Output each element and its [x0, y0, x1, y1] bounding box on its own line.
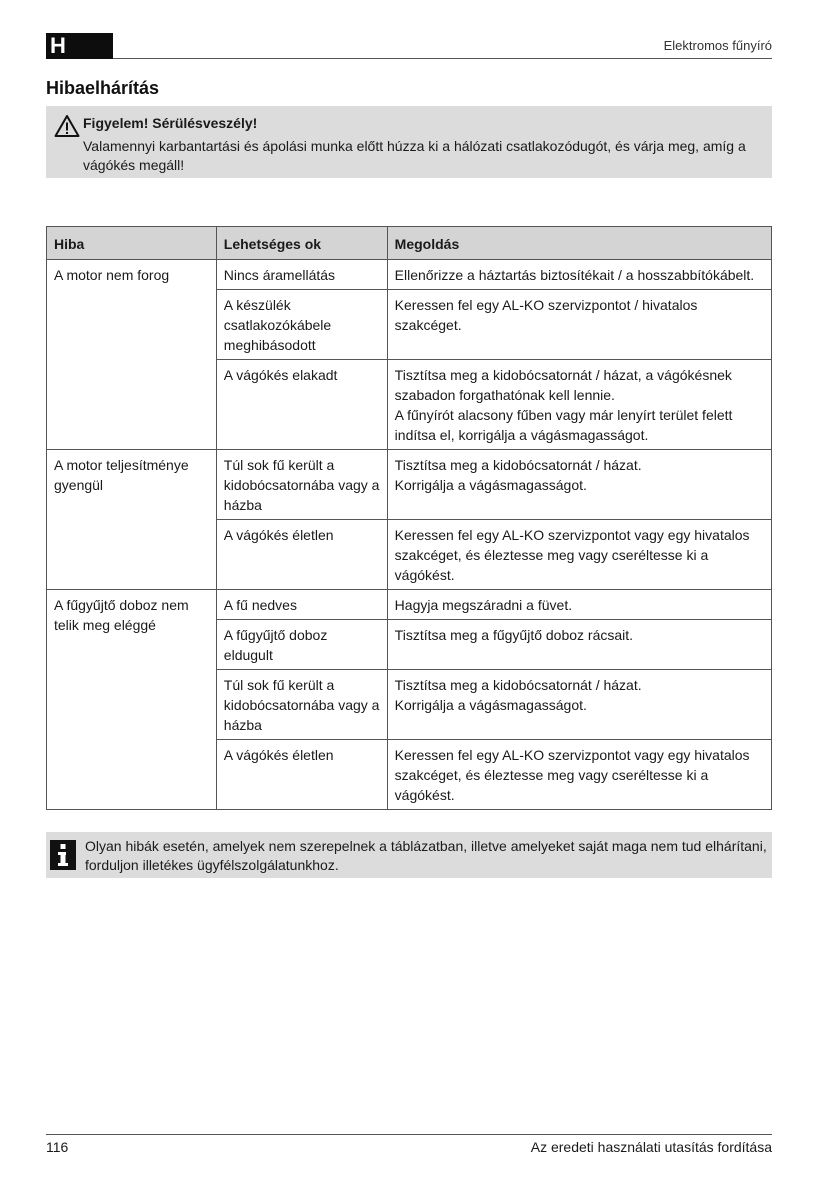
- footer-text: Az eredeti használati utasítás fordítása: [530, 1139, 772, 1155]
- cause-cell: A vágókés életlen: [216, 520, 387, 590]
- info-icon: [50, 840, 76, 870]
- solution-cell: Tisztítsa meg a kidobócsatornát / házat. Korrigálja a vágásmagasságot.: [387, 450, 771, 520]
- product-title: Elektromos fűnyíró: [663, 38, 772, 53]
- cause-cell: A fűgyűjtő doboz eldugult: [216, 620, 387, 670]
- cause-cell: A vágókés életlen: [216, 740, 387, 810]
- header-fault: Hiba: [47, 227, 217, 260]
- solution-cell: Tisztítsa meg a kidobócsatornát / házat, a vágókésnek szabadon forgathatónak kell lennie. A fűnyírót alacsony fűben vagy már lenyírt terület felett indítsa el, korrigálja a vágásmagasságot.: [387, 360, 771, 450]
- section-title: Hibaelhárítás: [46, 78, 160, 98]
- footer-rule: [46, 1134, 772, 1135]
- page-number: 116: [46, 1139, 69, 1155]
- warning-text: Valamennyi karbantartási és ápolási munka előtt húzza ki a hálózati csatlakozódugót, és várja meg, amíg a vágókés megáll!: [83, 138, 746, 173]
- warning-triangle-icon: [54, 114, 80, 138]
- table-row: [47, 260, 772, 290]
- solution-cell: Hagyja megszáradni a füvet.: [387, 590, 771, 620]
- warning-box: [46, 106, 772, 178]
- table-row: [47, 590, 772, 620]
- table-body: [47, 260, 772, 810]
- solution-cell: Keressen fel egy AL-KO szervizpontot / hivatalos szakcéget.: [387, 290, 771, 360]
- solution-cell: Ellenőrizze a háztartás biztosítékait / a hosszabbítókábelt.: [387, 260, 771, 290]
- solution-cell: Keressen fel egy AL-KO szervizpontot vagy egy hivatalos szakcéget, és éleztesse meg vagy cseréltesse ki a vágókést.: [387, 520, 771, 590]
- header-cause: Lehetséges ok: [216, 227, 387, 260]
- table-row: [47, 450, 772, 520]
- solution-cell: Tisztítsa meg a fűgyűjtő doboz rácsait.: [387, 620, 771, 670]
- solution-cell: Tisztítsa meg a kidobócsatornát / házat. Korrigálja a vágásmagasságot.: [387, 670, 771, 740]
- cause-cell: Túl sok fű került a kidobócsatornába vagy a házba: [216, 670, 387, 740]
- cause-cell: A fű nedves: [216, 590, 387, 620]
- cause-cell: Túl sok fű került a kidobócsatornába vagy a házba: [216, 450, 387, 520]
- info-box: [46, 832, 772, 878]
- fault-cell: A motor nem forog: [47, 260, 217, 450]
- cause-cell: A készülék csatlakozókábele meghibásodott: [216, 290, 387, 360]
- fault-cell: A fűgyűjtő doboz nem telik meg eléggé: [47, 590, 217, 810]
- table-header-row: [47, 227, 772, 260]
- troubleshooting-table: [46, 226, 772, 810]
- language-code: H: [50, 33, 66, 58]
- info-text: Olyan hibák esetén, amelyek nem szerepelnek a táblázatban, illetve amelyeket saját maga nem tud elhárítani, forduljon illetékes ügyfélszolgálatunkhoz.: [85, 838, 767, 873]
- language-badge: [46, 33, 113, 59]
- cause-cell: A vágókés elakadt: [216, 360, 387, 450]
- cause-cell: Nincs áramellátás: [216, 260, 387, 290]
- header-solution: Megoldás: [387, 227, 771, 260]
- solution-cell: Keressen fel egy AL-KO szervizpontot vagy egy hivatalos szakcéget, és éleztesse meg vagy cseréltesse ki a vágókést.: [387, 740, 771, 810]
- warning-title: Figyelem! Sérülésveszély!: [83, 115, 258, 131]
- fault-cell: A motor teljesítménye gyengül: [47, 450, 217, 590]
- header-rule: [113, 58, 772, 59]
